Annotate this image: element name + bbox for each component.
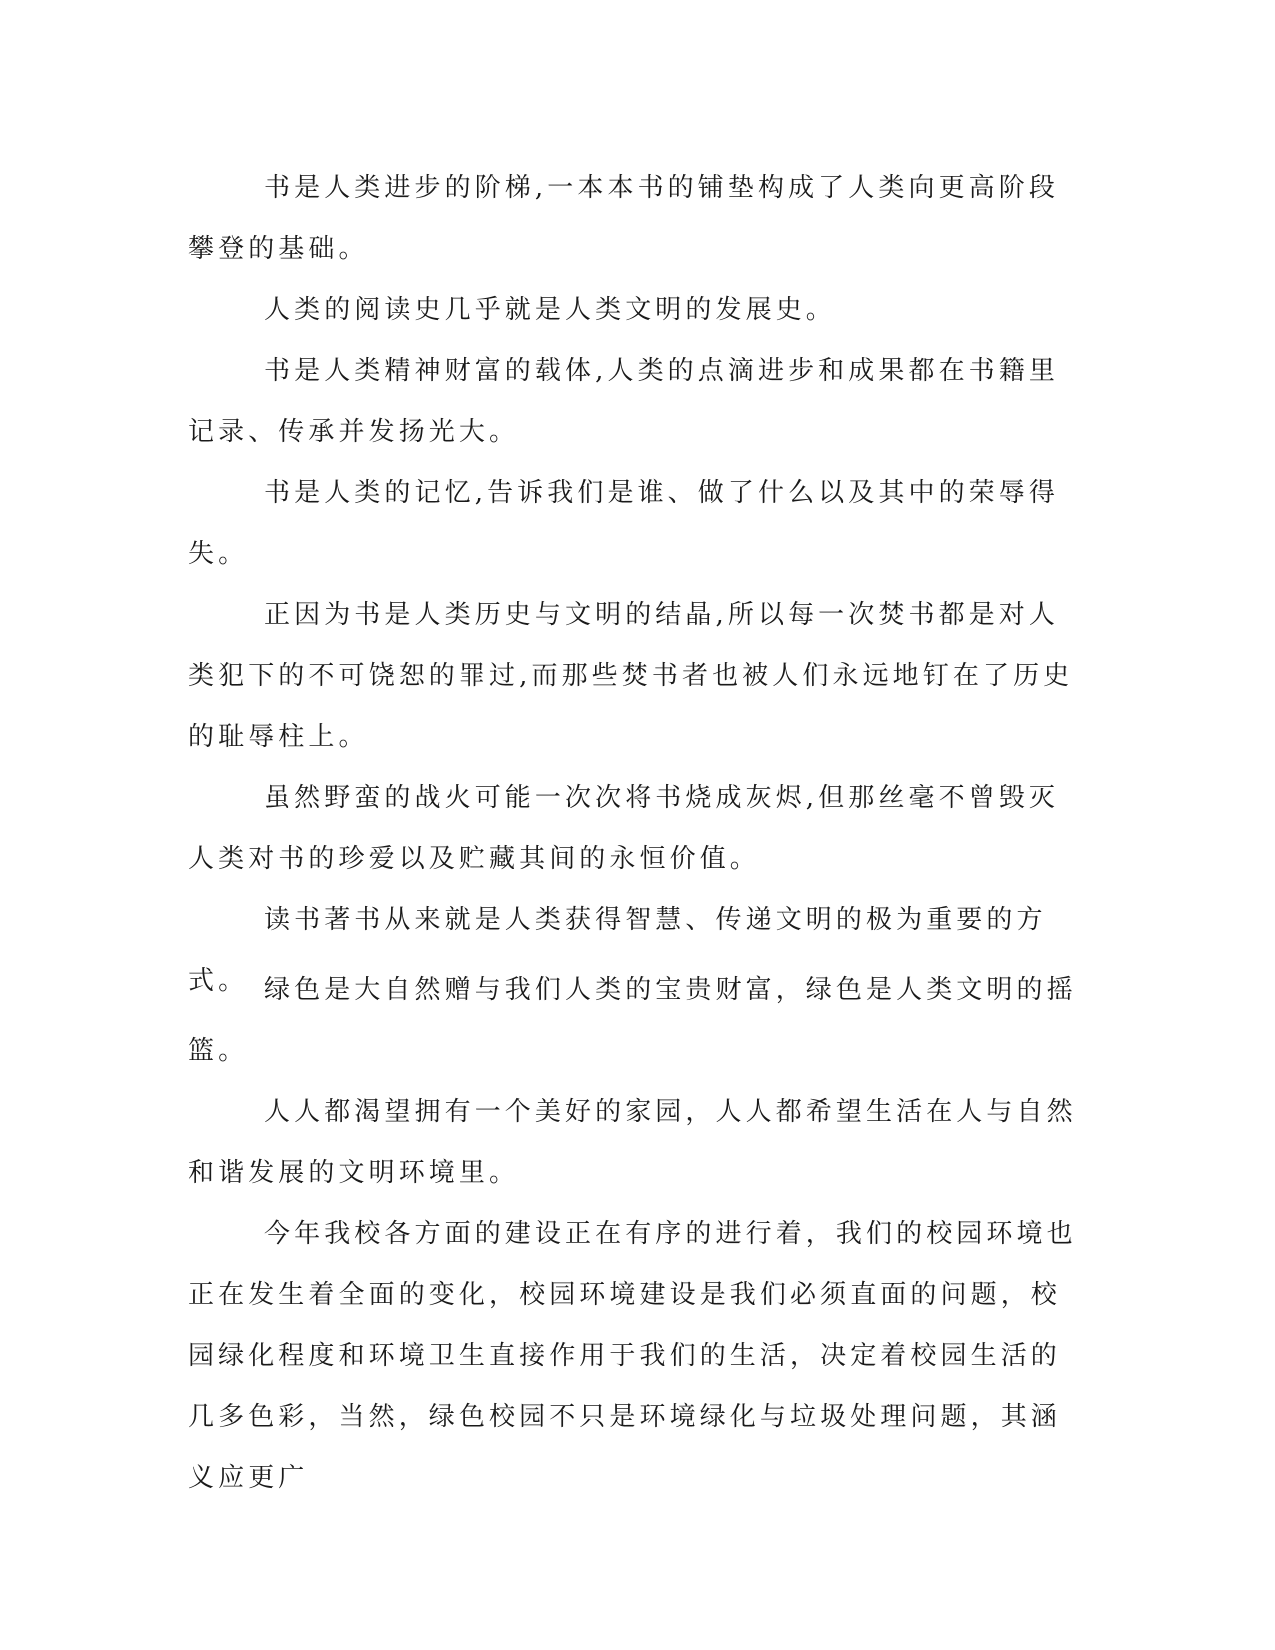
paragraph: 书是人类精神财富的载体,人类的点滴进步和成果都在书籍里记录、传承并发扬光大。: [188, 356, 1059, 447]
paragraph: 虽然野蛮的战火可能一次次将书烧成灰烬,但那丝毫不曾毁灭人类对书的珍爱以及贮藏其间的永恒价值。: [188, 783, 1059, 874]
paragraph: 人人都渴望拥有一个美好的家园，人人都希望生活在人与自然和谐发展的文明环境里。: [188, 1097, 1077, 1188]
paragraph: 绿色是大自然赠与我们人类的宝贵财富，绿色是人类文明的摇篮。: [188, 975, 1077, 1066]
section-green-campus: [188, 960, 1088, 1509]
paragraph: 书是人类进步的阶梯,一本本书的铺垫构成了人类向更高阶段攀登的基础。: [188, 173, 1059, 264]
paragraph: 读书著书从来就是人类获得智慧、传递文明的极为重要的方式。: [188, 905, 1047, 996]
paragraph: 正因为书是人类历史与文明的结晶,所以每一次焚书都是对人类犯下的不可饶恕的罪过,而那些焚书者也被人们永远地钉在了历史的耻辱柱上。: [188, 600, 1074, 752]
paragraph: 今年我校各方面的建设正在有序的进行着，我们的校园环境也正在发生着全面的变化，校园环境建设是我们必须直面的问题，校园绿化程度和环境卫生直接作用于我们的生活，决定着校园生活的几多色彩，当然，绿色校园不只是环境绿化与垃圾处理问题，其涵义应更广: [188, 1219, 1077, 1493]
paragraph: 人类的阅读史几乎就是人类文明的发展史。: [264, 295, 836, 325]
paragraph: 书是人类的记忆,告诉我们是谁、做了什么以及其中的荣辱得失。: [188, 478, 1059, 569]
section-books: [188, 158, 1088, 1012]
